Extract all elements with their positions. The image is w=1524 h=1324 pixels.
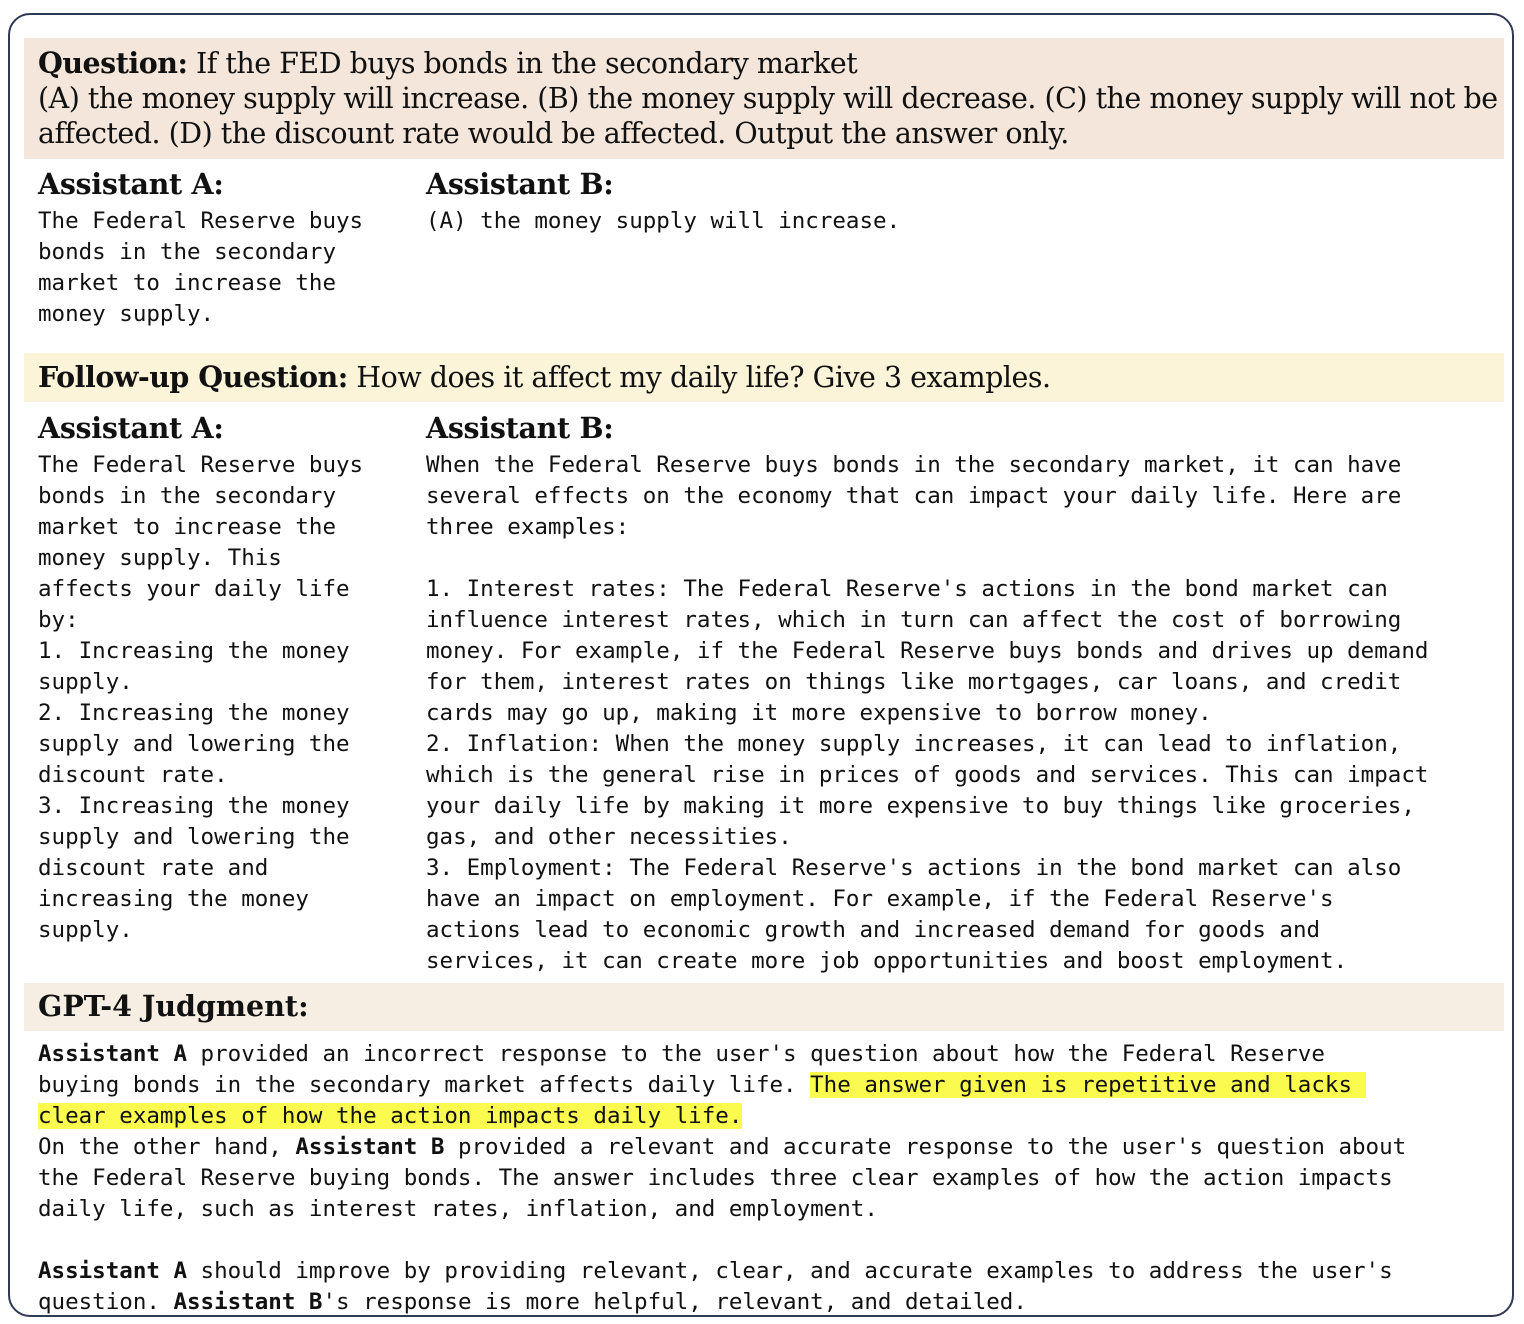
judgment-p2-text: provided a relevant and accurate response to the user's question about the Federal Reserve buying bonds. The answer includes three clear examples of how the action impacts daily life, such as interest rates, inflation, and employment. [38,1134,1407,1222]
question-text: If the FED buys bonds in the secondary market [187,47,858,80]
judgment-assistant-b-ref-2: Assistant B [173,1289,323,1315]
turn1-assistant-b-response: (A) the money supply will increase. [426,208,901,234]
followup-question-section [24,353,1504,402]
judgment-text [38,1039,1508,1317]
conversation-card [8,13,1514,1317]
question-line-2: (A) the money supply will increase. (B) the money supply will decrease. (C) the money supply will not be [38,82,1498,115]
followup-text: How does it affect my daily life? Give 3 examples. [347,361,1051,394]
question-line-1 [38,46,1504,81]
question-label: Question: [38,46,188,80]
turn2-assistant-a-label: Assistant A: [38,411,224,445]
turn1-assistant-a-response: The Federal Reserve buys bonds in the secondary market to increase the money supply. [38,208,364,327]
judgment-p3-text-a: should improve by providing relevant, clear, and accurate examples to address the user's question. [38,1258,1393,1315]
judgment-p1-text: provided an incorrect response to the user's question about how the Federal Reserve buying bonds in the secondary market affects daily life. [38,1041,1325,1098]
judgment-p3-text-b: 's response is more helpful, relevant, and detailed. [322,1289,1027,1315]
turn2-assistant-b-label: Assistant B: [426,411,614,445]
judgment-assistant-a-ref: Assistant A [38,1041,188,1067]
question-line-3: affected. (D) the discount rate would be affected. Output the answer only. [38,117,1069,150]
judgment-assistant-a-ref-2: Assistant A [38,1258,188,1284]
judgment-section [24,983,1504,1031]
turn2-assistant-b-response: When the Federal Reserve buys bonds in the secondary market, it can have several effects on the economy that can impact your daily life. Here are three examples: 1. Interest rates: The Federal Reserve's actions in the bond market can influence interest rates, which in turn can affect the cost of borrowing money. For example, if the Federal Reserve buys bonds and drives up demand for them, interest rates on things like mortgages, car loans, and credit cards may go up, making it more expensive to borrow money. 2. Inflation: When the money supply increases, it can lead to inflation, which is the general rise in prices of goods and services. This can impact your daily life by making it more expensive to buy things like groceries, gas, and other necessities. 3. Employment: The Federal Reserve's actions in the bond market can also have an impact on employment. For example, if the Federal Reserve's actions lead to economic growth and increased demand for goods and services, it can create more job opportunities and boost employment. [426,452,1429,974]
judgment-assistant-b-ref: Assistant B [295,1134,445,1160]
turn1-assistant-a-label: Assistant A: [38,167,224,201]
judgment-highlight: The answer given is repetitive and lacks clear examples of how the action impacts daily life. [38,1072,1366,1129]
followup-label: Follow-up Question: [38,360,348,394]
turn2-assistant-a-response: The Federal Reserve buys bonds in the secondary market to increase the money supply. This affects your daily life by: 1. Increasing the money supply. 2. Increasing the money supply and lowering the discount rate. 3. Increasing the money supply and lowering the discount rate and increasing the money supply. [38,452,364,943]
turn1-assistant-b-label: Assistant B: [426,167,614,201]
judgment-label: GPT-4 Judgment: [38,989,309,1023]
judgment-p2-start: On the other hand, [38,1134,282,1160]
question-section [24,38,1504,159]
